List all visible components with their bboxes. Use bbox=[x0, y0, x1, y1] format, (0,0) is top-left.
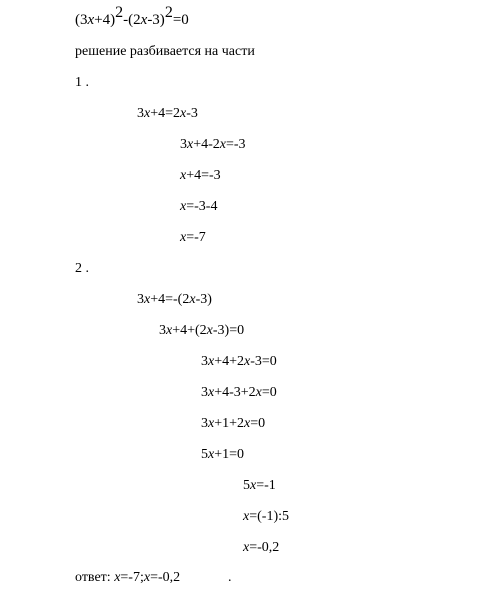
answer-line: ответ: x=-7;x=-0,2 bbox=[75, 570, 181, 585]
case-2-step-4: 3x+4-3+2x=0 bbox=[201, 385, 277, 400]
intro-text: решение разбивается на части bbox=[75, 44, 255, 59]
eq-part-c: -(2 bbox=[123, 12, 141, 28]
case-2-step-2: 3x+4+(2x-3)=0 bbox=[159, 323, 245, 338]
eq-part-a: (3 bbox=[75, 12, 88, 28]
case-2-step-8: x=(-1):5 bbox=[243, 509, 289, 524]
case-2-step-3: 3x+4+2x-3=0 bbox=[201, 354, 277, 369]
case-1-step-3: x+4=-3 bbox=[180, 168, 221, 183]
eq-exponent-1: 2 bbox=[115, 3, 124, 21]
main-equation bbox=[75, 3, 189, 28]
case-2-step-5: 3x+1+2x=0 bbox=[201, 416, 266, 431]
case-2-step-9: x=-0,2 bbox=[243, 540, 280, 555]
eq-exponent-2: 2 bbox=[164, 3, 173, 21]
case-1-step-4: x=-3-4 bbox=[180, 199, 218, 214]
case-1-step-1: 3x+4=2x-3 bbox=[137, 106, 198, 121]
case-2-step-1: 3x+4=-(2x-3) bbox=[137, 292, 212, 307]
case-2-step-7: 5x=-1 bbox=[243, 478, 276, 493]
eq-part-d: -3) bbox=[147, 12, 165, 28]
eq-part-e: =0 bbox=[172, 12, 189, 28]
eq-var: x bbox=[87, 12, 95, 28]
answer-prefix: ответ: bbox=[75, 570, 115, 585]
case-2-label: 2 . bbox=[75, 261, 89, 276]
answer-trailing-dot: . bbox=[228, 570, 232, 585]
case-1-step-5: x=-7 bbox=[180, 230, 206, 245]
eq-var: x bbox=[140, 12, 148, 28]
case-1-label: 1 . bbox=[75, 75, 89, 90]
case-1-step-2: 3x+4-2x=-3 bbox=[180, 137, 246, 152]
case-2-step-6: 5x+1=0 bbox=[201, 447, 245, 462]
eq-part-b: +4) bbox=[94, 12, 116, 28]
